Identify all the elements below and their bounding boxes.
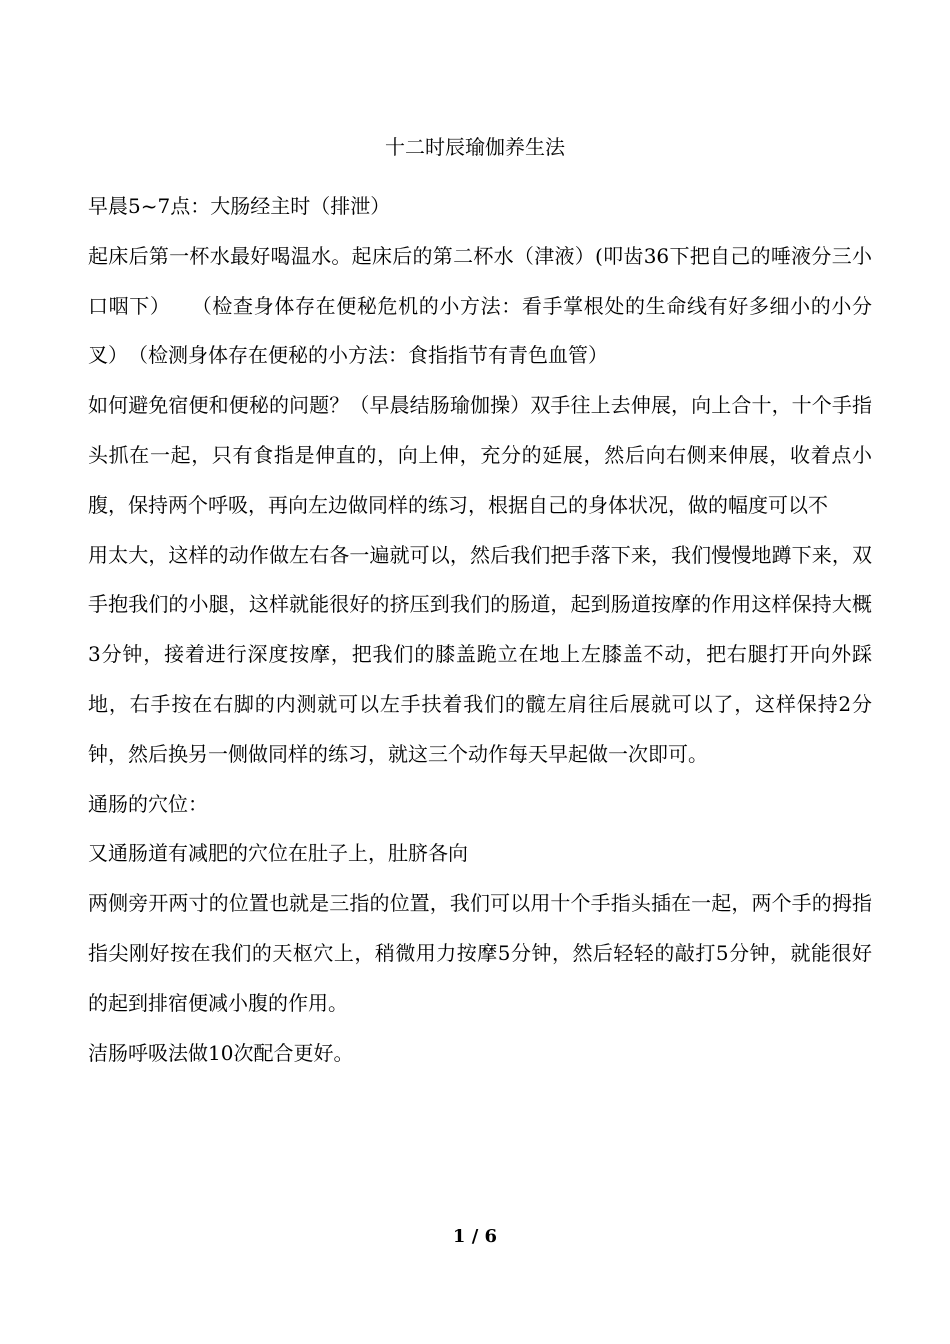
page-number: 1 / 6 xyxy=(452,1226,498,1247)
paragraph-acupoint-massage: 两侧旁开两寸的位置也就是三指的位置，我们可以用十个手指头插在一起，两个手的拇指指尖刚好按在我们的天枢穴上，稍微用力按摩5分钟，然后轻轻的敲打5分钟，就能很好的起到排宿便减小腹的作用。 xyxy=(88,891,872,1015)
document-title: 十二时辰瑜伽养生法 xyxy=(385,135,565,159)
paragraph-breathing: 洁肠呼吸法做10次配合更好。 xyxy=(88,1040,354,1065)
paragraph-time-heading: 早晨5~7点：大肠经主时（排泄） xyxy=(88,194,391,218)
paragraph-water-advice: 起床后第一杯水最好喝温水。起床后的第二杯水（津液）(叩齿36下把自己的唾液分三小口咽下） （检查身体存在便秘危机的小方法：看手掌根处的生命线有好多细小的小分叉） （检测身体存在便秘的小方法：食指指节有青色血管） xyxy=(88,243,872,368)
paragraph-acupoint-heading: 通肠的穴位： xyxy=(88,791,208,816)
paragraph-yoga-exercise: 如何避免宿便和便秘的问题？（早晨结肠瑜伽操）双手往上去伸展，向上合十，十个手指头抓在一起，只有食指是伸直的，向上伸，充分的延展，然后向右侧来伸展，收着点小腹，保持两个呼吸，再向左边做同样的练习，根据自己的身体状况，做的幅度可以不 xyxy=(88,393,872,517)
document-body xyxy=(88,182,872,1078)
paragraph-acupoint-location: 又通肠道有减肥的穴位在肚子上，肚脐各向 xyxy=(88,841,468,866)
paragraph-yoga-continued: 用太大，这样的动作做左右各一遍就可以，然后我们把手落下来，我们慢慢地蹲下来，双手抱我们的小腿，这样就能很好的挤压到我们的肠道，起到肠道按摩的作用这样保持大概3分钟，接着进行深度按摩，把我们的膝盖跪立在地上左膝盖不动，把右腿打开向外踩地，右手按在右脚的内测就可以左手扶着我们的髋左肩往后展就可以了，这样保持2分钟，然后换另一侧做同样的练习，就这三个动作每天早起做一次即可。 xyxy=(88,542,872,766)
